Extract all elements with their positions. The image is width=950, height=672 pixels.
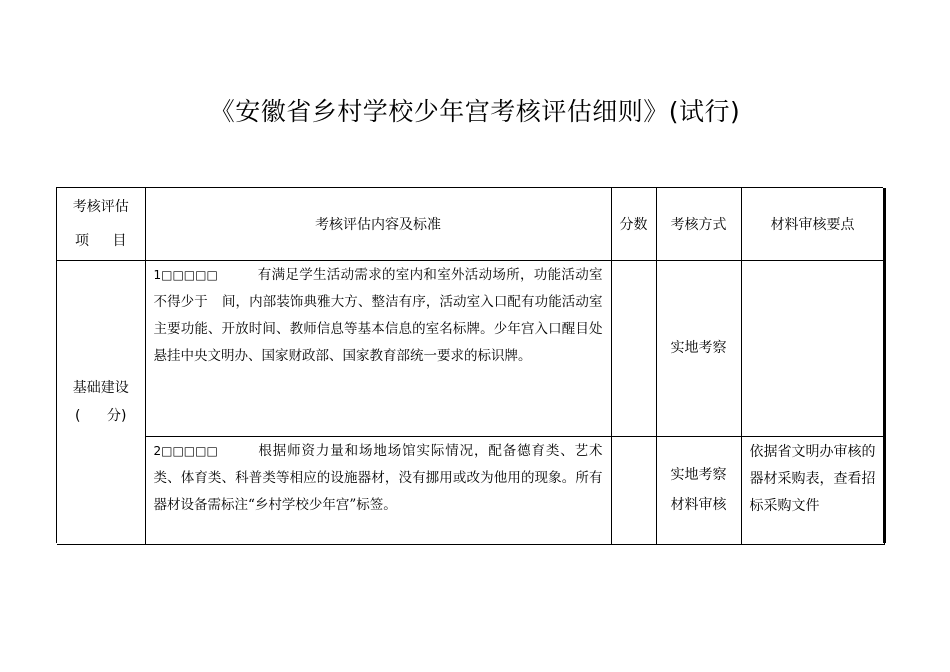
- row-2-score: [611, 436, 656, 544]
- header-score: 分数: [611, 188, 656, 260]
- row-2-notes: 依据省文明办审核的器材采购表，查看招标采购文件: [741, 436, 884, 544]
- row-2-number: 2□□□□□: [153, 443, 218, 458]
- header-item: [57, 188, 145, 260]
- header-content: 考核评估内容及标准: [145, 188, 611, 260]
- header-item-line2-b: 目: [112, 232, 127, 249]
- row-2-content: [145, 436, 611, 544]
- row-2-method-line1: 实地考察: [670, 467, 727, 483]
- row-1-method: [656, 260, 741, 436]
- header-item-line1: 考核评估: [72, 198, 129, 215]
- category-cell: [57, 260, 145, 544]
- table-row: [57, 436, 884, 544]
- category-score-open: (: [75, 408, 81, 424]
- evaluation-table: [57, 188, 885, 545]
- table-row: [57, 260, 884, 436]
- document-title: 《安徽省乡村学校少年宫考核评估细则》(试行): [209, 97, 741, 126]
- row-1-score: [611, 260, 656, 436]
- row-1-notes: [741, 260, 884, 436]
- evaluation-table-frame: [56, 187, 883, 543]
- category-score-close: 分): [107, 408, 127, 424]
- header-item-line2: [69, 224, 133, 258]
- header-material: 材料审核要点: [741, 188, 884, 260]
- row-2-method-line2: 材料审核: [670, 497, 727, 513]
- row-2-content-part1: 根据师资力量和场地场馆实际情况，配备德育类、艺术类、体育类、科普类等相应的设施器材，没有挪用或改为他用的现象。所有器材设备需标注“乡村学校少年宫”标签。: [153, 442, 603, 513]
- row-1-content-part2: 间，内部装饰典雅大方、整洁有序，活动室入口配有功能活动室主要功能、开放时间、教师信息等基本信息的室名标牌。少年宫入口醒目处悬挂中央文明办、国家财政部、国家教育部统一要求的标识牌。: [153, 293, 603, 364]
- row-1-number: 1□□□□□: [153, 267, 218, 282]
- header-item-line2-a: 项: [75, 232, 89, 249]
- category-score: [57, 402, 145, 430]
- category-name: 基础建设: [72, 380, 129, 396]
- row-2-method: [656, 436, 741, 544]
- row-1-content-part1: 有满足学生活动需求的室内和室外活动场所，功能活动室不得少于: [153, 266, 603, 310]
- row-1-method-line1: 实地考察: [670, 340, 727, 356]
- row-1-content: [145, 260, 611, 436]
- table-header-row: [57, 188, 884, 260]
- header-method: 考核方式: [656, 188, 741, 260]
